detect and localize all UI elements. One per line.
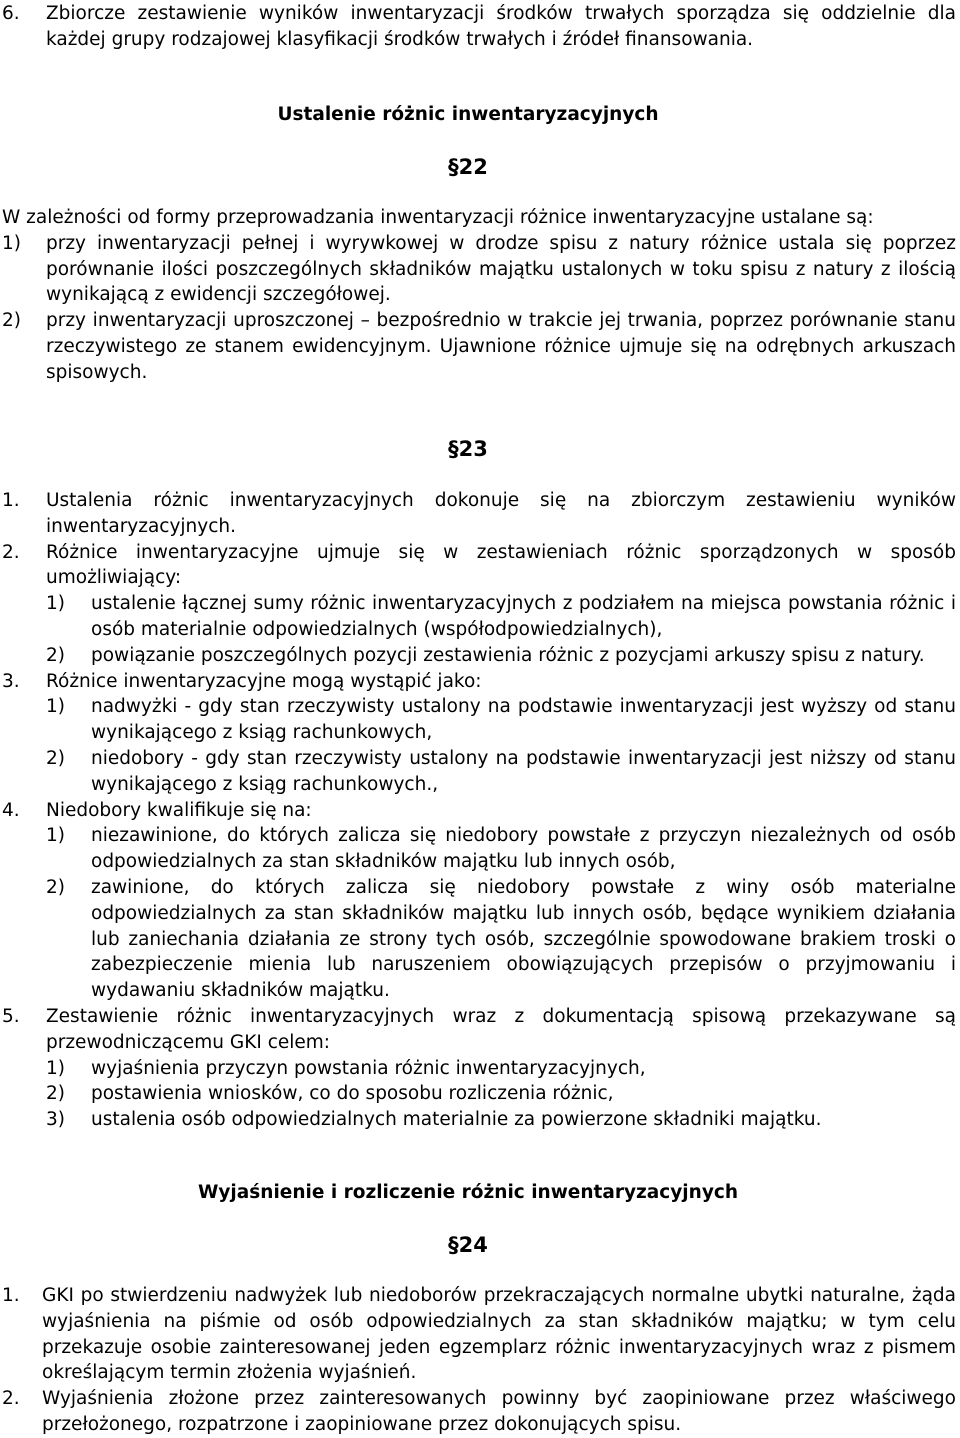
item-text: Wyjaśnienia złożone przez zainteresowanych powinny być zaopiniowane przez właściwego przełożonego, rozpatrzone i zaopiniowane przez dokonujących spisu. — [42, 1388, 956, 1435]
item-number: 5. — [2, 1005, 20, 1027]
sub-list-item — [2, 823, 956, 875]
sub-list-item — [2, 1056, 956, 1082]
sub-item-text: wyjaśnienia przyczyn powstania różnic inwentaryzacyjnych, — [91, 1057, 646, 1079]
section-24 — [2, 1283, 956, 1438]
sub-item-number: 1) — [46, 1057, 65, 1079]
sub-item-text: niezawinione, do których zalicza się niedobory powstałe z przyczyn niezależnych od osób odpowiedzialnych za stan składników majątku lub innych osób, — [91, 825, 956, 873]
sub-item-text: nadwyżki - gdy stan rzeczywisty ustalony na podstawie inwentaryzacji jest wyższy od stanu wynikającego z ksiąg rachunkowych, — [91, 696, 956, 744]
sub-item-text: ustalenia osób odpowiedzialnych materialnie za powierzone składniki majątku. — [91, 1109, 822, 1131]
sub-item-number: 1) — [46, 593, 65, 615]
sub-list-item — [2, 875, 956, 1004]
item-text: Zbiorcze zestawienie wyników inwentaryzacji środków trwałych sporządza się oddzielnie dla każdej grupy rodzajowej klasyfikacji środków trwałych i źródeł finansowania. — [46, 3, 956, 50]
paragraph-number-23: §23 — [448, 437, 488, 461]
list-item — [2, 1386, 956, 1438]
sub-item-text: niedobory - gdy stan rzeczywisty ustalony na podstawie inwentaryzacji jest niższy od stanu wynikającego z ksiąg rachunkowych., — [91, 747, 956, 795]
section-heading-differences: Ustalenie różnic inwentaryzacyjnych — [277, 104, 659, 125]
sub-list-item — [2, 694, 956, 746]
sub-item-number: 1) — [46, 696, 65, 718]
list-item — [2, 308, 956, 385]
item-text: Niedobory kwalifikuje się na: — [46, 799, 312, 821]
item-number: 1) — [2, 232, 21, 254]
sub-list-item — [2, 591, 956, 643]
section-heading-explanation: Wyjaśnienie i rozliczenie różnic inwentaryzacyjnych — [197, 1182, 739, 1203]
item-text: przy inwentaryzacji pełnej i wyrywkowej w drodze spisu z natury różnice ustala się poprzez porównanie ilości poszczególnych składników majątku ustalonych w toku spisu z natury z ilością wynikającą z ewidencji szczegółowej. — [46, 232, 956, 306]
sub-item-text: powiązanie poszczególnych pozycji zestawienia różnic z pozycjami arkuszy spisu z natury. — [91, 644, 925, 666]
sub-item-number: 3) — [46, 1109, 65, 1131]
sub-item-number: 2) — [46, 1083, 65, 1105]
list-item — [2, 798, 956, 824]
item-number: 1. — [2, 490, 20, 511]
sub-list-item — [2, 746, 956, 798]
item-number: 6. — [2, 3, 20, 24]
list-item — [2, 1283, 956, 1386]
item-number: 3. — [2, 670, 20, 692]
section-22 — [2, 205, 956, 386]
item-number: 2) — [2, 310, 21, 332]
item-number: 2. — [2, 1388, 20, 1410]
item-text: Ustalenia różnic inwentaryzacyjnych dokonuje się na zbiorczym zestawieniu wyników inwentaryzacyjnych. — [46, 490, 956, 537]
item-text: Różnice inwentaryzacyjne ujmuje się w zestawieniach różnic sporządzonych w sposób umożliwiający: — [46, 541, 956, 589]
item-number: 2. — [2, 541, 20, 563]
list-item — [2, 669, 956, 695]
item-number: 4. — [2, 799, 20, 821]
list-item — [2, 488, 956, 540]
list-item — [2, 231, 956, 308]
paragraph-number-24: §24 — [448, 1233, 488, 1257]
list-item — [2, 1004, 956, 1056]
list-item-6 — [2, 1, 956, 53]
paragraph-number-22: §22 — [448, 155, 488, 179]
sub-item-text: postawienia wniosków, co do sposobu rozliczenia różnic, — [91, 1083, 614, 1105]
sub-item-number: 2) — [46, 876, 65, 898]
section-23 — [2, 488, 956, 1133]
sub-item-text: ustalenie łącznej sumy różnic inwentaryzacyjnych z podziałem na miejsca powstania różnic i osób materialnie odpowiedzialnych (współodpowiedzialnych), — [91, 593, 956, 640]
item-text: Różnice inwentaryzacyjne mogą wystąpić jako: — [46, 670, 482, 692]
sub-item-number: 2) — [46, 747, 65, 769]
sub-item-number: 1) — [46, 825, 65, 847]
sub-item-text: zawinione, do których zalicza się niedobory powstałe z winy osób materialne odpowiedzialnych za stan składników majątku lub innych osób, będące wynikiem działania lub zaniechania działania ze strony tych osób, szczególnie spowodowane brakiem troski o zabezpieczenie mienia lub naruszeniem obowiązujących przepisów o przyjmowaniu i wydawaniu składników majątku. — [91, 876, 956, 1002]
list-item — [2, 540, 956, 592]
sub-list-item — [2, 1081, 956, 1107]
sub-list-item — [2, 1107, 956, 1133]
item-text: Zestawienie różnic inwentaryzacyjnych wraz z dokumentacją spisową przekazywane są przewodniczącemu GKI celem: — [46, 1005, 956, 1053]
sub-list-item — [2, 643, 956, 669]
item-text: GKI po stwierdzeniu nadwyżek lub niedoborów przekraczających normalne ubytki naturalne, żąda wyjaśnienia na piśmie od osób odpowiedzialnych za stan składników majątku; w tym celu przekazuje osobie zainteresowanej jeden egzemplarz różnic inwentaryzacyjnych wraz z pismem określającym termin złożenia wyjaśnień. — [42, 1285, 956, 1384]
item-number: 1. — [2, 1285, 20, 1306]
item-text: przy inwentaryzacji uproszczonej – bezpośrednio w trakcie jej trwania, poprzez porównanie stanu rzeczywistego ze stanem ewidencyjnym. Ujawnione różnice ujmuje się na odrębnych arkuszach spisowych. — [46, 310, 956, 383]
section-22-intro: W zależności od formy przeprowadzania inwentaryzacji różnice inwentaryzacyjne ustalane są: — [2, 207, 874, 228]
sub-item-number: 2) — [46, 644, 65, 666]
